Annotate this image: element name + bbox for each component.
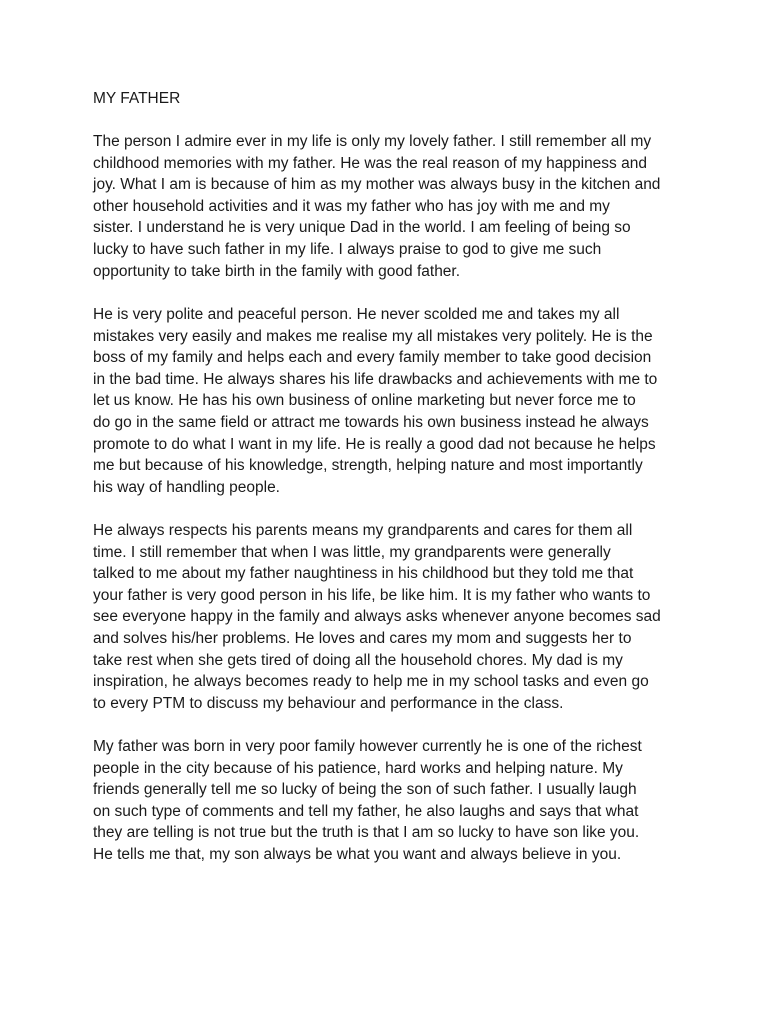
paragraph-line: in the bad time. He always shares his life drawbacks and achievements with me to bbox=[93, 370, 658, 388]
paragraph-line: on such type of comments and tell my father, he also laughs and says that what bbox=[93, 802, 639, 820]
paragraph-line: The person I admire ever in my life is only my lovely father. I still remember all my bbox=[93, 133, 652, 150]
paragraph-line: time. I still remember that when I was little, my grandparents were generally bbox=[93, 543, 611, 561]
paragraph-line: He tells me that, my son always be what you want and always believe in you. bbox=[93, 845, 622, 863]
paragraph bbox=[93, 131, 660, 282]
paragraph-line: joy. What I am is because of him as my mother was always busy in the kitchen and bbox=[93, 176, 661, 194]
paragraph-line: your father is very good person in his life, be like him. It is my father who wants to bbox=[93, 586, 651, 604]
paragraph-line: and solves his/her problems. He loves and cares my mom and suggests her to bbox=[93, 629, 632, 647]
paragraph-line: take rest when she gets tired of doing all the household chores. My dad is my bbox=[93, 651, 623, 669]
paragraph-line: to every PTM to discuss my behaviour and performance in the class. bbox=[93, 694, 564, 712]
paragraph-line: opportunity to take birth in the family with good father. bbox=[93, 262, 461, 280]
paragraph-line: talked to me about my father naughtiness in his childhood but they told me that bbox=[93, 565, 634, 583]
document-title: MY FATHER bbox=[93, 90, 181, 107]
paragraph-line: mistakes very easily and makes me realise my all mistakes very politely. He is the bbox=[93, 327, 653, 345]
paragraph-line: do go in the same field or attract me towards his own business instead he always bbox=[93, 413, 649, 431]
paragraph-line: let us know. He has his own business of online marketing but never force me to bbox=[93, 392, 636, 410]
paragraph-line: his way of handling people. bbox=[93, 478, 280, 496]
paragraph bbox=[93, 736, 642, 866]
paragraph-line: promote to do what I want in my life. He is really a good dad not because he helps bbox=[93, 435, 656, 453]
paragraph-line: friends generally tell me so lucky of being the son of such father. I usually laugh bbox=[93, 781, 637, 799]
paragraph-line: see everyone happy in the family and always asks whenever anyone becomes sad bbox=[93, 608, 661, 626]
paragraph-line: My father was born in very poor family however currently he is one of the richest bbox=[93, 738, 642, 755]
paragraph-line: He is very polite and peaceful person. He never scolded me and takes my all bbox=[93, 306, 620, 323]
paragraph-line: they are telling is not true but the truth is that I am so lucky to have son like you. bbox=[93, 824, 640, 842]
paragraph-line: lucky to have such father in my life. I always praise to god to give me such bbox=[93, 240, 602, 258]
paragraph-line: He always respects his parents means my grandparents and cares for them all bbox=[93, 522, 633, 539]
paragraph-line: childhood memories with my father. He was the real reason of my happiness and bbox=[93, 154, 647, 172]
paragraph-line: other household activities and it was my father who has joy with me and my bbox=[93, 197, 610, 215]
paragraph-line: me but because of his knowledge, strength, helping nature and most importantly bbox=[93, 457, 643, 475]
paragraph bbox=[93, 520, 661, 714]
paragraph-line: people in the city because of his patience, hard works and helping nature. My bbox=[93, 759, 623, 777]
paragraph-line: sister. I understand he is very unique Dad in the world. I am feeling of being so bbox=[93, 219, 631, 237]
paragraph-line: inspiration, he always becomes ready to help me in my school tasks and even go bbox=[93, 673, 649, 691]
paragraph-line: boss of my family and helps each and every family member to take good decision bbox=[93, 349, 652, 367]
paragraph bbox=[93, 304, 657, 498]
